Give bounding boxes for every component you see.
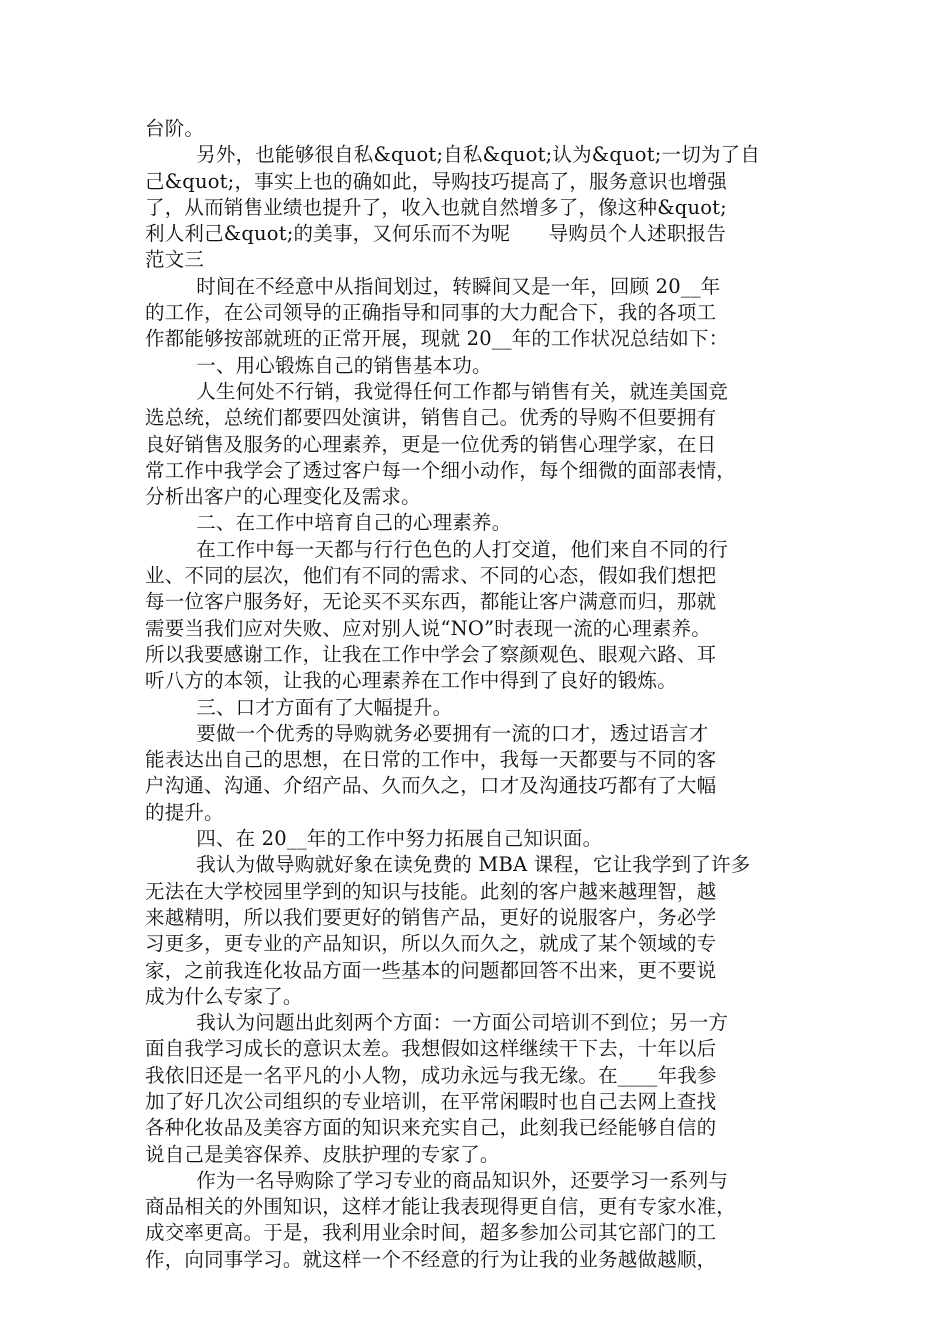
text-line: 作为一名导购除了学习专业的商品知识外，还要学习一系列与 (145, 1168, 729, 1192)
text-line: 良好销售及服务的心理素养，更是一位优秀的销售心理学家，在日 (145, 432, 717, 456)
text-line: 听八方的本领，让我的心理素养在工作中得到了良好的锻炼。 (145, 669, 677, 693)
text-line: 了，从而销售业绩也提升了，收入也就自然增多了，像这种&quot; (145, 195, 727, 219)
text-line: 习更多，更专业的产品知识，所以久而久之，就成了某个领域的专 (145, 932, 717, 956)
text-line: 人生何处不行销，我觉得任何工作都与销售有关，就连美国竞 (145, 379, 729, 403)
text-line: 作，向同事学习。就这样一个不经意的行为让我的业务越做越顺， (145, 1247, 717, 1271)
text-line: 我认为做导购就好象在读免费的 MBA 课程，它让我学到了许多 (145, 853, 751, 877)
section-heading: 一、用心锻炼自己的销售基本功。 (145, 353, 492, 377)
text-line: 作都能够按部就班的正常开展，现就 20__年的工作状况总结如下： (145, 327, 729, 351)
section-heading: 三、口才方面有了大幅提升。 (145, 695, 453, 719)
text-line: 利人利己&quot;的美事，又何乐而不为呢 导购员个人述职报告 (145, 222, 726, 246)
text-line: 每一位客户服务好，无论买不买东西，都能让客户满意而归，那就 (145, 590, 717, 614)
text-line: 家，之前我连化妆品方面一些基本的问题都回答不出来，更不要说 (145, 958, 717, 982)
text-line: 另外，也能够很自私&quot;自私&quot;认为&quot;一切为了自 (145, 143, 761, 167)
text-line: 台阶。 (145, 117, 205, 140)
text-line: 所以我要感谢工作，让我在工作中学会了察颜观色、眼观六路、耳 (145, 642, 717, 666)
text-line: 在工作中每一天都与行行色色的人打交道，他们来自不同的行 (145, 537, 729, 561)
text-line: 无法在大学校园里学到的知识与技能。此刻的客户越来越理智，越 (145, 879, 717, 903)
body-text (145, 116, 825, 1273)
text-line: 成为什么专家了。 (145, 984, 303, 1008)
text-line: 常工作中我学会了透过客户每一个细小动作，每个细微的面部表情， (145, 458, 737, 482)
text-line: 各种化妆品及美容方面的知识来充实自己，此刻我已经能够自信的 (145, 1116, 717, 1140)
text-line: 说自己是美容保养、皮肤护理的专家了。 (145, 1142, 500, 1166)
text-line: 要做一个优秀的导购就务必要拥有一流的口才，透过语言才 (145, 721, 709, 745)
text-line: 户沟通、沟通、介绍产品、久而久之，口才及沟通技巧都有了大幅 (145, 774, 717, 798)
text-line: 选总统，总统们都要四处演讲，销售自己。优秀的导购不但要拥有 (145, 406, 717, 430)
text-line: 范文三 (145, 248, 205, 272)
text-line: 成交率更高。于是，我利用业余时间，超多参加公司其它部门的工 (145, 1221, 717, 1245)
text-line: 的提升。 (145, 800, 224, 824)
section-heading: 二、在工作中培育自己的心理素养。 (145, 511, 512, 535)
text-line: 需要当我们应对失败、应对别人说“NO”时表现一流的心理素养。 (145, 616, 711, 640)
text-line: 我依旧还是一名平凡的小人物，成功永远与我无缘。在____年我参 (145, 1063, 717, 1087)
text-line: 时间在不经意中从指间划过，转瞬间又是一年，回顾 20__年 (145, 274, 721, 298)
text-line: 来越精明，所以我们要更好的销售产品，更好的说服客户，务必学 (145, 905, 717, 929)
text-line: 能表达出自己的思想，在日常的工作中，我每一天都要与不同的客 (145, 748, 717, 772)
text-line: 加了好几次公司组织的专业培训，在平常闲暇时也自己去网上查找 (145, 1089, 717, 1113)
text-line: 业、不同的层次，他们有不同的需求、不同的心态，假如我们想把 (145, 564, 717, 588)
text-line: 分析出客户的心理变化及需求。 (145, 485, 421, 509)
text-line: 面自我学习成长的意识太差。我想假如这样继续干下去，十年以后 (145, 1037, 717, 1061)
text-line: 我认为问题出此刻两个方面：一方面公司培训不到位；另一方 (145, 1011, 729, 1035)
section-heading: 四、在 20__年的工作中努力拓展自己知识面。 (145, 827, 603, 851)
text-line: 商品相关的外围知识，这样才能让我表现得更自信，更有专家水准， (145, 1195, 737, 1219)
text-line: 的工作，在公司领导的正确指导和同事的大力配合下，我的各项工 (145, 301, 717, 325)
text-line: 己&quot;，事实上也的确如此，导购技巧提高了，服务意识也增强 (145, 169, 727, 193)
